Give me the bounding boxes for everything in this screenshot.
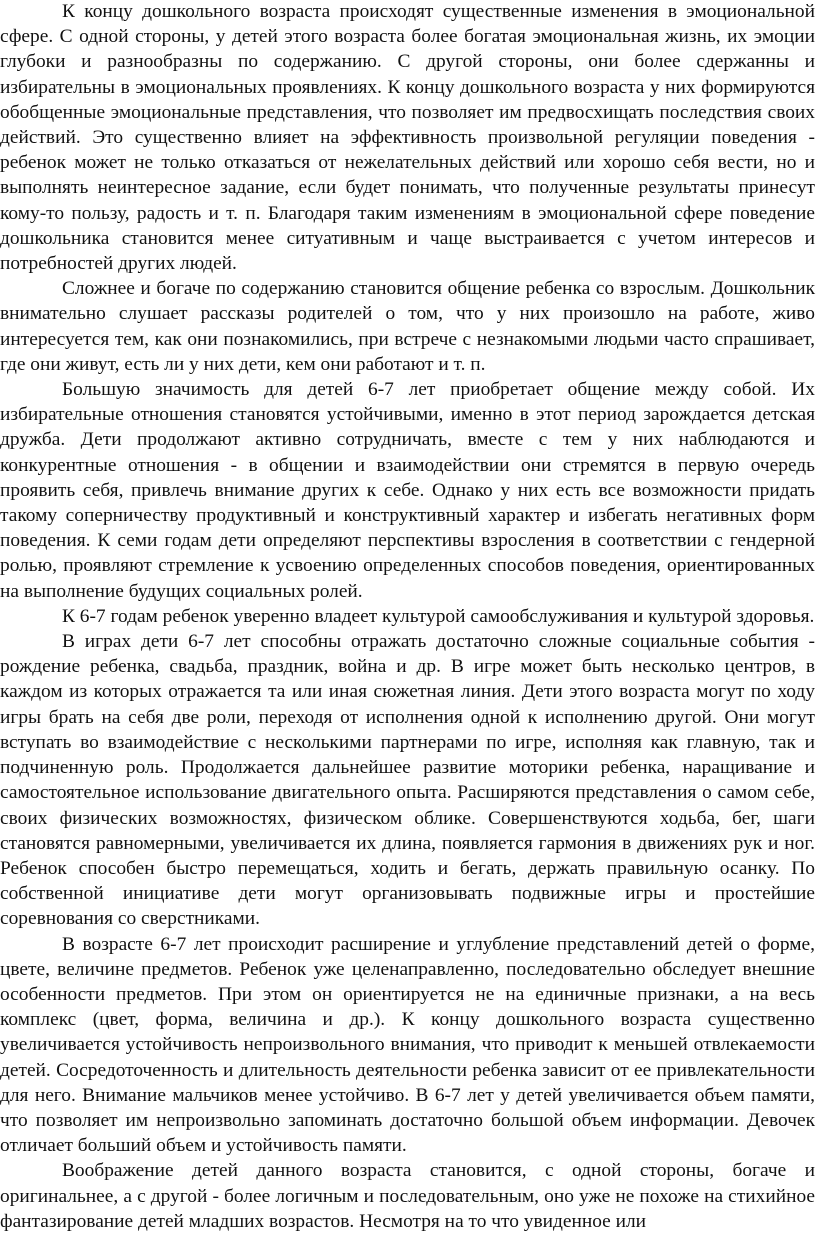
paragraph-peer-communication: Большую значимость для детей 6-7 лет приобретает общение между собой. Их избирательные отношения становятся устойчивыми, именно в этот период зарождается детская дружба. Дети продолжают активно сотрудничать, вместе с тем у них наблюдаются и конкурентные отношения - в общении и взаимодействии они стремятся в первую очередь проявить себя, привлечь внимание других к себе. Однако у них есть все возможности придать такому соперничеству продуктивный и конструктивный характер и избегать негативных форм поведения. К семи годам дети определяют перспективы взросления в соответствии с гендерной ролью, проявляют стремление к усвоению определенных способов поведения, ориентированных на выполнение будущих социальных ролей. xyxy=(0,379,815,602)
paragraph-perception-attention: В возрасте 6-7 лет происходит расширение и углубление представлений детей о форме, цвете, величине предметов. Ребенок уже целенаправленно, последовательно обследует внешние особенности предметов. При этом он ориентируется не на единичные признаки, а на весь комплекс (цвет, форма, величина и др.). К концу дошкольного возраста существенно увеличивается устойчивость непроизвольного внимания, что приводит к меньшей отвлекаемости детей. Сосредоточенность и длительность деятельности ребенка зависит от ее привлекательности для него. Внимание мальчиков менее устойчиво. В 6-7 лет у детей увеличивается объем памяти, что позволяет им непроизвольно запоминать достаточно большой объем информации. Девочек отличает больший объем и устойчивость памяти. xyxy=(0,933,815,1157)
paragraph-adult-communication: Сложнее и богаче по содержанию становится общение ребенка со взрослым. Дошкольник внимательно слушает рассказы родителей о том, что у них произошло на работе, живо интересуется тем, как они познакомились, при встрече с незнакомыми людьми часто спрашивает, где они живут, есть ли у них дети, кем они работают и т. п. xyxy=(0,278,815,375)
paragraph-imagination: Воображение детей данного возраста становится, с одной стороны, богаче и оригинальнее, а с другой - более логичным и последовательным, оно уже не похоже на стихийное фантазирование детей младших возрастов. Несмотря на то что увиденное или xyxy=(0,1160,815,1232)
paragraph-self-service: К 6-7 годам ребенок уверенно владеет культурой самообслуживания и культурой здоровья. xyxy=(62,605,815,627)
paragraph-emotional-sphere: К концу дошкольного возраста происходят существенные изменения в эмоциональной сфере. С одной стороны, у детей этого возраста более богатая эмоциональная жизнь, их эмоции глубоки и разнообразны по содержанию. С другой стороны, они более сдержанны и избирательны в эмоциональных проявлениях. К концу дошкольного возраста у них формируются обобщенные эмоциональные представления, что позволяет им предвосхищать последствия своих действий. Это существенно влияет на эффективность произвольной регуляции поведения - ребенок может не только отказаться от нежелательных действий или хорошо себя вести, но и выполнять неинтересное задание, если будет понимать, что полученные результаты принесут кому-то пользу, радость и т. п. Благодаря таким изменениям в эмоциональной сфере поведение дошкольника становится менее ситуативным и чаще выстраивается с учетом интересов и потребностей других людей. xyxy=(0,1,815,275)
paragraph-games-motor: В играх дети 6-7 лет способны отражать достаточно сложные социальные события - рождение ребенка, свадьба, праздник, война и др. В игре может быть несколько центров, в каждом из которых отражается та или иная сюжетная линия. Дети этого возраста могут по ходу игры брать на себя две роли, переходя от исполнения одной к исполнению другой. Они могут вступать во взаимодействие с несколькими партнерами по игре, исполняя как главную, так и подчиненную роль. Продолжается дальнейшее развитие моторики ребенка, наращивание и самостоятельное использование двигательного опыта. Расширяются представления о самом себе, своих физических возможностях, физическом облике. Совершенствуются ходьба, бег, шаги становятся равномерными, увеличивается их длина, появляется гармония в движениях рук и ног. Ребенок способен быстро перемещаться, ходить и бегать, держать правильную осанку. По собственной инициативе дети могут организовывать подвижные игры и простейшие соревнования со сверстниками. xyxy=(0,631,815,930)
